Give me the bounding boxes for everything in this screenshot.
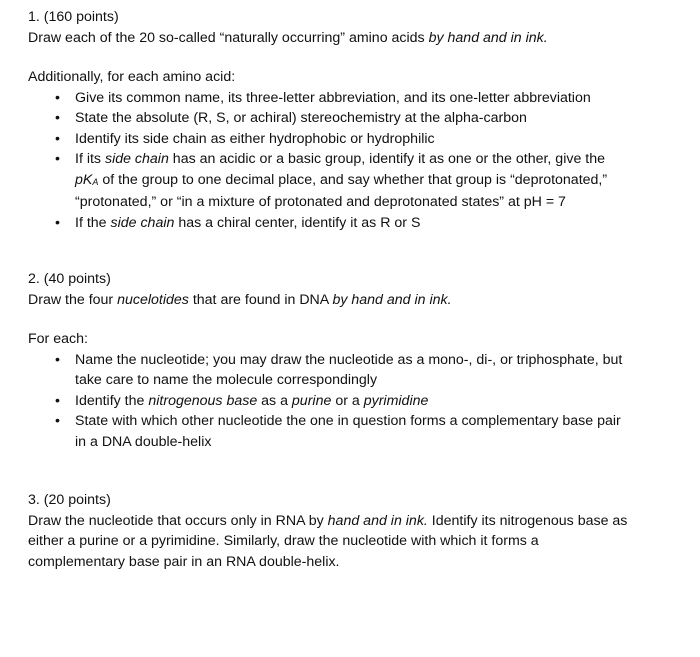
q1-bullet-4-line-3: “protonated,” or “in a mixture of protonated and deprotonated states” at pH = 7 bbox=[75, 194, 566, 210]
q2-bullet-2-text bbox=[75, 391, 678, 412]
pka-symbol: pK bbox=[75, 171, 93, 188]
q3-line-3: complementary base pair in an RNA double-helix. bbox=[28, 553, 340, 570]
q2-bullet-1-line-1: Name the nucleotide; you may draw the nucleotide as a mono-, di-, or triphosphate, but bbox=[75, 351, 623, 368]
q3-heading: 3. (20 points) bbox=[28, 492, 111, 508]
q2-bullet-3-line-2: in a DNA double-helix bbox=[75, 433, 212, 450]
q2-b2-text-b: as a bbox=[257, 392, 292, 409]
q1-bullet-4-line-2 bbox=[75, 170, 678, 193]
q2-bullet-1-line-2: take care to name the molecule correspondingly bbox=[75, 372, 378, 388]
bullet-icon: • bbox=[55, 151, 60, 167]
q3-text-b: Identify its nitrogenous base as bbox=[427, 512, 628, 529]
bullet-icon: • bbox=[55, 130, 60, 147]
q1-intro-text: Draw each of the 20 so-called “naturally occurring” amino acids bbox=[28, 29, 429, 46]
q3-text-a: Draw the nucleotide that occurs only in RNA by bbox=[28, 512, 328, 529]
list-item bbox=[28, 149, 678, 213]
list-item bbox=[28, 391, 678, 412]
q1-b5-text-a: If the bbox=[75, 214, 111, 231]
q2-intro-text-b: that are found in DNA bbox=[188, 291, 333, 308]
q1-b4-text-a: If its bbox=[75, 151, 105, 167]
question-2 bbox=[28, 269, 678, 310]
q1-intro-emphasis: by hand and in ink. bbox=[428, 29, 548, 46]
q2-b2-emphasis-2: purine bbox=[291, 392, 332, 409]
q2-intro-text-a: Draw the four bbox=[28, 291, 118, 308]
q1-b4-emphasis: side chain bbox=[104, 151, 169, 167]
q1-bullet-1-text: Give its common name, its three-letter abbreviation, and its one-letter abbreviation bbox=[75, 89, 591, 106]
bullet-icon: • bbox=[55, 413, 60, 429]
q3-line-2: either a purine or a pyrimidine. Similarly, draw the nucleotide with which it forms a bbox=[28, 533, 539, 549]
bullet-icon: • bbox=[55, 110, 60, 126]
q2-b2-emphasis-3: pyrimidine bbox=[363, 392, 429, 409]
q1-b5-text-b: has a chiral center, identify it as R or S bbox=[174, 214, 421, 231]
q1-b5-emphasis: side chain bbox=[110, 214, 175, 231]
q2-details bbox=[28, 329, 678, 452]
q2-bullet-list bbox=[28, 350, 678, 453]
bullet-icon: • bbox=[55, 392, 60, 409]
question-3 bbox=[28, 490, 678, 572]
q2-b2-text-c: or a bbox=[331, 392, 364, 409]
q2-intro bbox=[28, 290, 678, 311]
question-1 bbox=[28, 7, 678, 48]
list-item bbox=[28, 108, 678, 129]
q2-bullet-3-line-1: State with which other nucleotide the one in question forms a complementary base pair bbox=[75, 413, 621, 429]
q1-bullet-3-text: Identify its side chain as either hydrophobic or hydrophilic bbox=[75, 130, 435, 147]
q1-bullet-5-text bbox=[75, 213, 678, 234]
q1-bullet-2-text: State the absolute (R, S, or achiral) stereochemistry at the alpha-carbon bbox=[75, 110, 527, 126]
list-item bbox=[28, 213, 678, 234]
q3-line-1 bbox=[28, 511, 678, 532]
q1-bullet-list bbox=[28, 88, 678, 234]
q3-emphasis: hand and in ink. bbox=[327, 512, 428, 529]
q1-additionally: Additionally, for each amino acid: bbox=[28, 69, 236, 85]
q1-bullet-4-line-1 bbox=[75, 149, 678, 170]
q2-intro-emphasis-1: nucelotides bbox=[117, 291, 189, 308]
list-item bbox=[28, 411, 678, 452]
pka-subscript: A bbox=[92, 176, 99, 187]
q2-heading: 2. (40 points) bbox=[28, 271, 111, 287]
list-item bbox=[28, 129, 678, 150]
q2-b2-text-a: Identify the bbox=[75, 392, 149, 409]
list-item bbox=[28, 88, 678, 109]
q2-b2-emphasis-1: nitrogenous base bbox=[148, 392, 258, 409]
list-item bbox=[28, 350, 678, 391]
q1-heading: 1. (160 points) bbox=[28, 9, 119, 25]
bullet-icon: • bbox=[55, 214, 60, 231]
bullet-icon: • bbox=[55, 351, 60, 368]
q2-intro-emphasis-2: by hand and in ink. bbox=[332, 291, 452, 308]
bullet-icon: • bbox=[55, 89, 60, 106]
q1-b4-text-b: has an acidic or a basic group, identify it as one or the other, give the bbox=[168, 151, 605, 167]
q2-for-each: For each: bbox=[28, 331, 88, 347]
q1-details bbox=[28, 67, 678, 233]
q1-intro bbox=[28, 28, 678, 49]
q1-b4-text-c: of the group to one decimal place, and say whether that group is “deprotonated,” bbox=[98, 171, 608, 188]
